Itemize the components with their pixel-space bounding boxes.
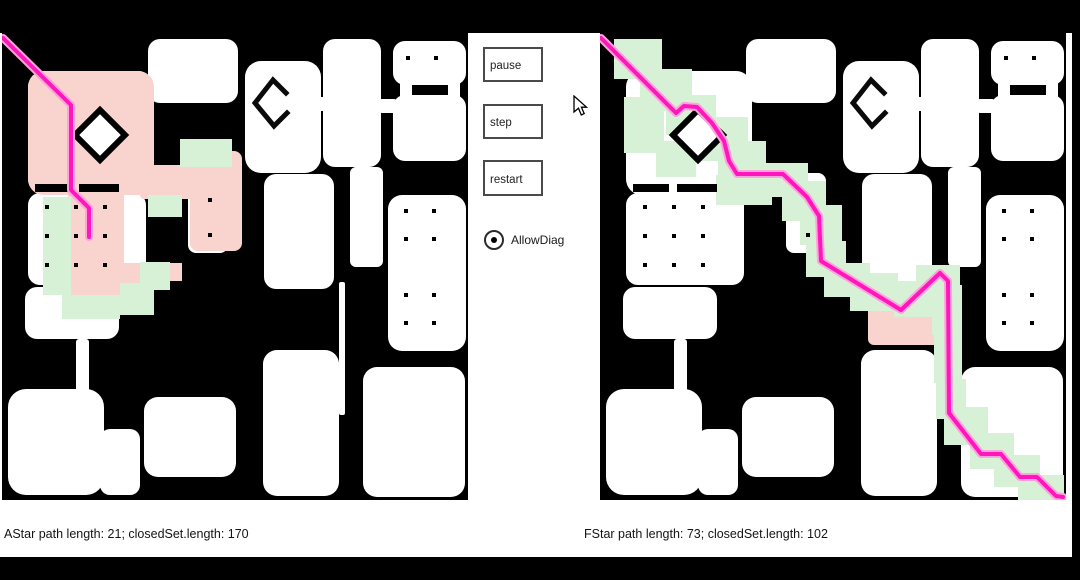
texture-dot [701,205,705,209]
texture-dot [701,263,705,267]
texture-dot [432,209,436,213]
maze-free-block [861,350,937,496]
texture-dot [208,198,212,202]
texture-dot [643,263,647,267]
maze-free-block [978,99,994,113]
maze-free-block [448,79,460,101]
texture-dot [404,293,408,297]
maze-free-block [100,429,140,495]
texture-dot [74,263,78,267]
texture-dot [404,321,408,325]
texture-dot [103,263,107,267]
texture-dot [672,234,676,238]
texture-dot [432,237,436,241]
maze-free-block [350,167,383,267]
maze-free-block [393,95,466,161]
restart-button[interactable]: restart [483,160,543,196]
maze-free-block [998,79,1010,101]
texture-dot [103,234,107,238]
letterbox-top [0,0,1080,33]
closed-set-cell-green [148,195,182,217]
texture-dot [74,205,78,209]
closed-set-cell-green [62,295,120,319]
maze-free-block [76,339,89,395]
texture-dot [1032,56,1036,60]
closed-set-cell-green [140,262,170,290]
wall-dash [79,184,119,192]
maze-free-block [144,397,236,477]
texture-dot [701,234,705,238]
maze-free-block [746,39,836,103]
texture-dot [806,233,810,237]
maze-free-block [986,195,1064,351]
wall-dash [35,184,71,192]
maze-free-block [323,39,381,167]
texture-dot [404,237,408,241]
closed-set-cell-green [180,139,232,167]
texture-dot [1002,293,1006,297]
fstar-maze-canvas[interactable] [600,33,1066,500]
maze-free-block [948,167,981,267]
astar-maze-canvas[interactable] [2,33,468,500]
texture-dot [672,263,676,267]
texture-dot [432,321,436,325]
texture-dot [45,205,49,209]
maze-free-block [606,389,702,495]
wall-dash [677,184,717,192]
texture-dot [74,234,78,238]
texture-dot [45,234,49,238]
maze-free-block [623,287,717,339]
texture-dot [1004,56,1008,60]
fstar-status-text: FStar path length: 73; closedSet.length: 102 [584,527,828,541]
texture-dot [643,234,647,238]
maze-free-block [148,39,238,103]
texture-dot [1030,321,1034,325]
texture-dot [643,205,647,209]
step-button[interactable]: step [483,104,543,139]
maze-free-block [698,429,738,495]
closed-set-cell-green [43,197,71,295]
allow-diag-radio[interactable] [484,230,504,250]
pause-button[interactable]: pause [483,47,543,82]
maze-free-block [674,339,687,395]
maze-free-block [318,97,330,111]
texture-dot [1030,237,1034,241]
wall-dash [633,184,669,192]
maze-free-block [339,282,345,415]
maze-free-block [400,79,412,101]
allow-diag-control[interactable] [484,230,564,250]
maze-free-block [991,95,1064,161]
texture-dot [103,205,107,209]
maze-free-block [8,389,104,495]
astar-status-text: AStar path length: 21; closedSet.length: 170 [4,527,249,541]
texture-dot [1002,209,1006,213]
texture-dot [1002,237,1006,241]
radio-selected-dot [491,237,497,243]
mouse-cursor-icon [573,95,589,117]
maze-free-block [388,195,466,351]
texture-dot [45,263,49,267]
maze-free-block [393,41,466,85]
maze-free-block [1046,79,1058,101]
texture-dot [1002,321,1006,325]
maze-free-block [380,99,396,113]
maze-free-block [742,397,834,477]
texture-dot [672,205,676,209]
letterbox-bottom [0,557,1080,580]
maze-free-block [916,97,928,111]
texture-dot [406,56,410,60]
maze-free-block [263,350,339,496]
maze-free-block [991,41,1064,85]
texture-dot [208,233,212,237]
texture-dot [1030,209,1034,213]
texture-dot [1030,293,1034,297]
maze-free-block [264,174,334,289]
letterbox-right [1072,0,1080,580]
texture-dot [434,56,438,60]
allow-diag-label: AllowDiag [511,233,565,247]
texture-dot [432,293,436,297]
maze-free-block [363,367,465,497]
texture-dot [404,209,408,213]
maze-free-block [921,39,979,167]
